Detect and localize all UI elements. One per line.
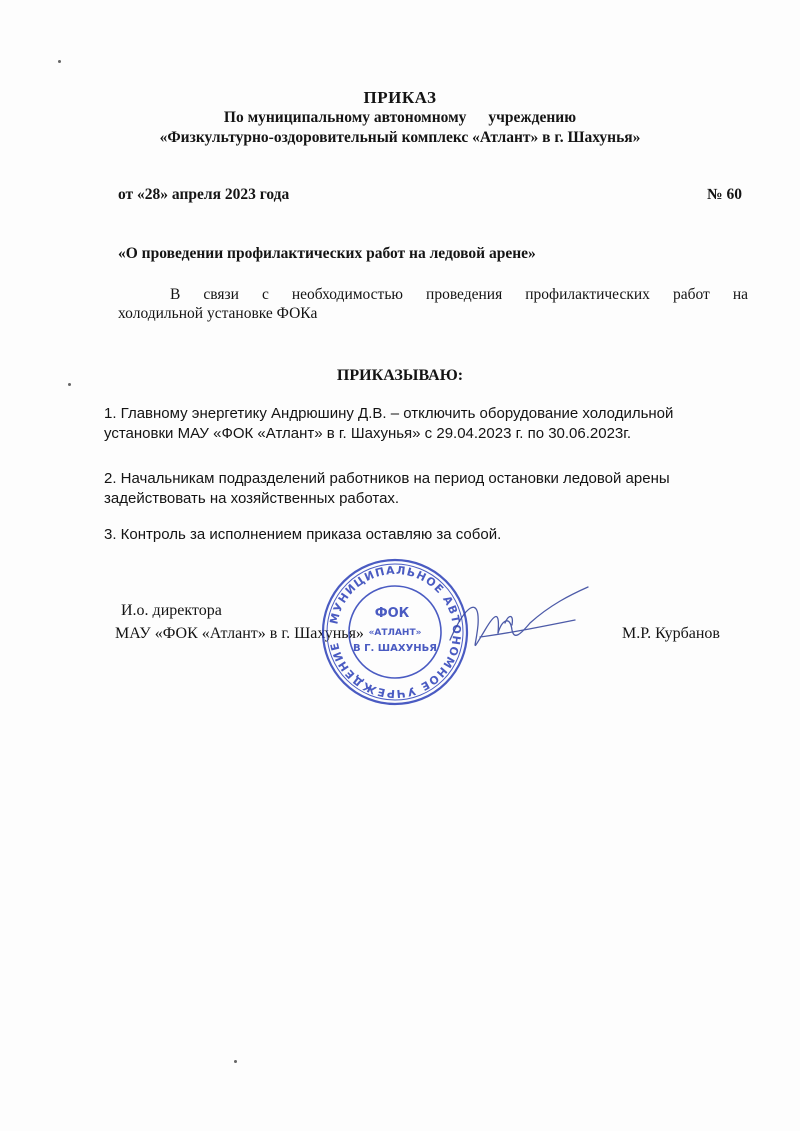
order-item: [104, 469, 764, 509]
order-date: от «28» апреля 2023 года: [118, 186, 290, 203]
order-subject: «О проведении профилактических работ на ледовой арене»: [118, 245, 536, 262]
organization-line-2: «Физкультурно-оздоровительный комплекс «Атлант» в г. Шахунья»: [159, 129, 641, 146]
order-item-line: 2. Начальникам подразделений работников на период остановки ледовой арены: [104, 470, 670, 487]
handwritten-signature: [440, 585, 600, 665]
order-number: № 60: [707, 186, 742, 203]
scan-speck: [68, 383, 71, 386]
intro-paragraph: [118, 285, 748, 323]
scan-speck: [234, 1060, 237, 1063]
signer-name: М.Р. Курбанов: [622, 625, 720, 642]
order-item-line: задействовать на хозяйственных работах.: [104, 490, 400, 507]
stamp-center-line-2: «АТЛАНТ»: [368, 628, 422, 638]
organization-line-1-part-1: По муниципальному автономному: [223, 109, 467, 126]
order-heading: ПРИКАЗЫВАЮ:: [336, 367, 464, 384]
document-title: ПРИКАЗ: [363, 88, 437, 107]
order-item-line: 1. Главному энергетику Андрюшину Д.В. – отключить оборудование холодильной: [104, 405, 674, 422]
scan-speck: [58, 60, 61, 63]
stamp-outer-text: МУНИЦИПАЛЬНОЕ АВТОНОМНОЕ УЧРЕЖДЕНИЕ: [327, 563, 464, 701]
organization-line-1: [0, 109, 800, 127]
intro-line-1: В связи с необходимостью проведения профилактических работ на: [170, 286, 748, 303]
order-item: [104, 404, 764, 444]
order-item-line: установки МАУ «ФОК «Атлант» в г. Шахунья» с 29.04.2023 г. по 30.06.2023г.: [104, 425, 632, 442]
order-item: [104, 525, 764, 545]
stamp-center-line-1: ФОК: [374, 606, 410, 621]
signer-organization: МАУ «ФОК «Атлант» в г. Шахунья»: [115, 625, 364, 642]
stamp-center-line-3: В Г. ШАХУНЬЯ: [353, 643, 437, 654]
signer-role: И.о. директора: [121, 602, 222, 619]
intro-line-2: холодильной установке ФОКа: [118, 305, 318, 322]
organization-line-1-part-2: учреждению: [488, 109, 577, 126]
order-item-line: 3. Контроль за исполнением приказа оставляю за собой.: [104, 526, 502, 543]
